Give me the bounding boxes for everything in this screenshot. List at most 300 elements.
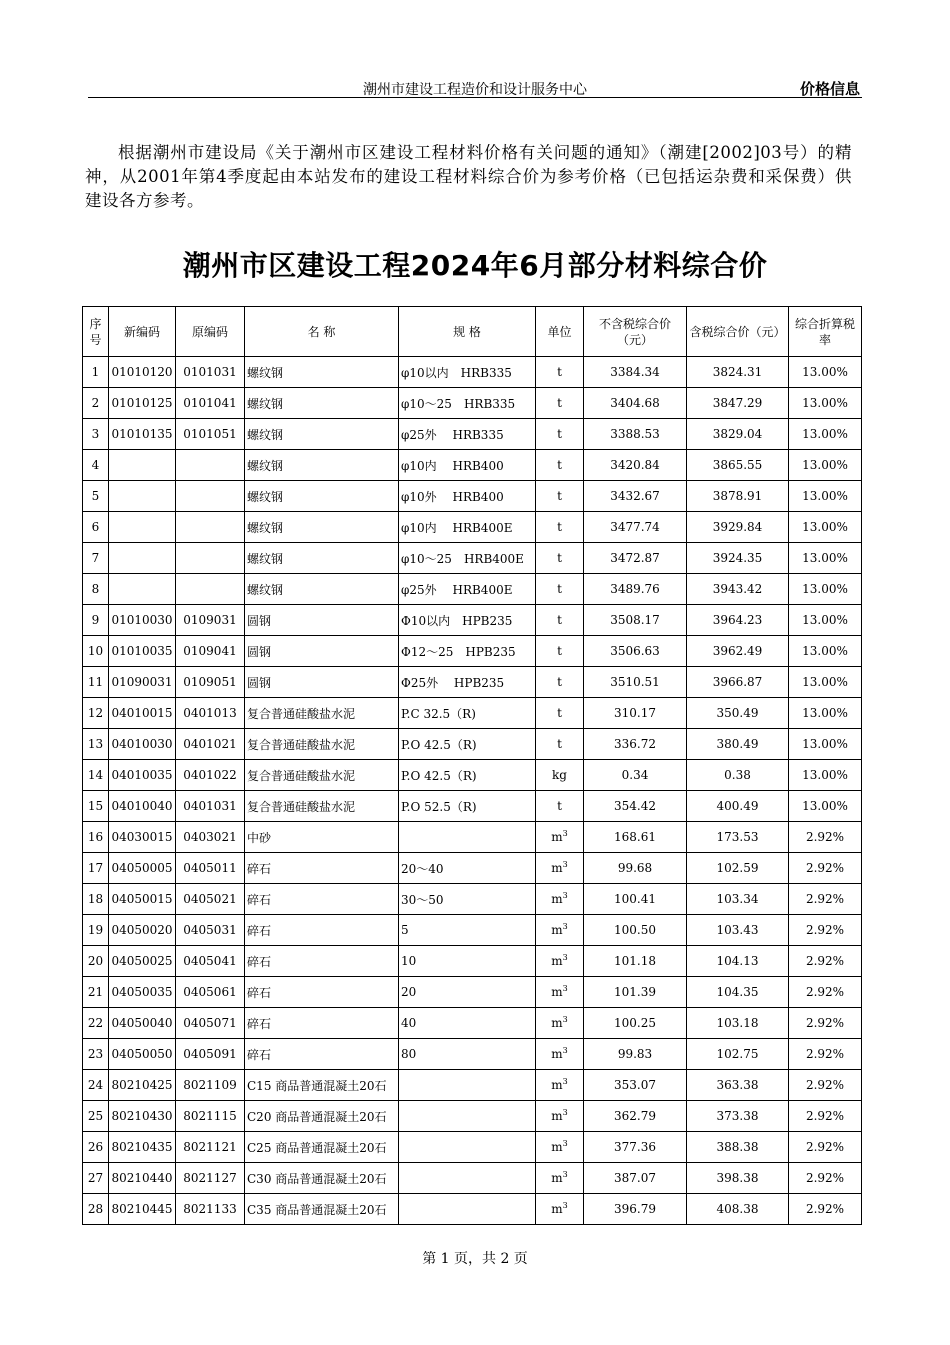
cell-unit <box>536 388 584 419</box>
cell-seq: 16 <box>83 822 109 853</box>
cell-seq: 14 <box>83 760 109 791</box>
cell-name: C35 商品普通混凝土20石 <box>245 1194 399 1225</box>
cell-price-ex-tax: 396.79 <box>584 1194 687 1225</box>
cell-spec: P.O 42.5（R) <box>399 729 536 760</box>
cell-seq: 23 <box>83 1039 109 1070</box>
cell-seq: 2 <box>83 388 109 419</box>
cell-old-code: 0405071 <box>176 1008 245 1039</box>
cell-old-code <box>176 543 245 574</box>
cell-new-code: 04010015 <box>109 698 176 729</box>
cell-price-inc-tax: 398.38 <box>687 1163 789 1194</box>
unit-text: t <box>557 582 562 596</box>
cell-price-inc-tax: 3966.87 <box>687 667 789 698</box>
unit-text: m <box>551 1047 563 1061</box>
table-row <box>83 1039 862 1070</box>
col-price-ex-tax-header: 不含税综合价（元） <box>584 307 687 357</box>
cell-old-code: 0101041 <box>176 388 245 419</box>
unit-text: t <box>557 427 562 441</box>
cell-seq: 12 <box>83 698 109 729</box>
cell-unit <box>536 760 584 791</box>
cell-old-code: 0401022 <box>176 760 245 791</box>
cell-seq: 24 <box>83 1070 109 1101</box>
cell-price-ex-tax: 3420.84 <box>584 450 687 481</box>
cell-tax-rate: 2.92% <box>789 822 862 853</box>
cell-price-inc-tax: 350.49 <box>687 698 789 729</box>
cell-spec <box>399 1070 536 1101</box>
cell-spec <box>399 822 536 853</box>
cell-price-ex-tax: 168.61 <box>584 822 687 853</box>
cell-spec: φ25外 HRB400E <box>399 574 536 605</box>
cell-price-inc-tax: 104.35 <box>687 977 789 1008</box>
unit-exponent: 3 <box>562 984 568 993</box>
cell-unit <box>536 667 584 698</box>
cell-new-code: 04050025 <box>109 946 176 977</box>
cell-new-code: 01090031 <box>109 667 176 698</box>
cell-seq: 20 <box>83 946 109 977</box>
cell-tax-rate: 2.92% <box>789 977 862 1008</box>
unit-text: m <box>551 892 563 906</box>
cell-price-inc-tax: 380.49 <box>687 729 789 760</box>
cell-new-code: 04050050 <box>109 1039 176 1070</box>
table-row <box>83 1101 862 1132</box>
cell-spec: φ10外 HRB400 <box>399 481 536 512</box>
cell-tax-rate: 13.00% <box>789 698 862 729</box>
cell-unit <box>536 1194 584 1225</box>
cell-seq: 3 <box>83 419 109 450</box>
cell-new-code <box>109 481 176 512</box>
cell-new-code: 04050005 <box>109 853 176 884</box>
cell-new-code <box>109 543 176 574</box>
cell-seq: 28 <box>83 1194 109 1225</box>
unit-text: t <box>557 396 562 410</box>
unit-text: t <box>557 799 562 813</box>
cell-spec: 30～50 <box>399 884 536 915</box>
cell-unit <box>536 1008 584 1039</box>
cell-tax-rate: 13.00% <box>789 729 862 760</box>
cell-seq: 6 <box>83 512 109 543</box>
cell-name: 复合普通硅酸盐水泥 <box>245 791 399 822</box>
unit-text: t <box>557 458 562 472</box>
col-price-inc-tax-header: 含税综合价（元） <box>687 307 789 357</box>
header-organization: 潮州市建设工程造价和设计服务中心 <box>363 82 587 98</box>
cell-old-code: 8021127 <box>176 1163 245 1194</box>
cell-seq: 13 <box>83 729 109 760</box>
table-row <box>83 698 862 729</box>
cell-seq: 17 <box>83 853 109 884</box>
unit-exponent: 3 <box>562 922 568 931</box>
col-name-header: 名 称 <box>245 307 399 357</box>
unit-text: m <box>551 830 563 844</box>
unit-text: t <box>557 489 562 503</box>
cell-tax-rate: 13.00% <box>789 357 862 388</box>
cell-price-inc-tax: 3943.42 <box>687 574 789 605</box>
table-row <box>83 760 862 791</box>
cell-unit <box>536 1132 584 1163</box>
unit-exponent: 3 <box>562 1015 568 1024</box>
table-row <box>83 357 862 388</box>
cell-tax-rate: 2.92% <box>789 1132 862 1163</box>
table-row <box>83 853 862 884</box>
cell-price-inc-tax: 102.59 <box>687 853 789 884</box>
cell-price-ex-tax: 3432.67 <box>584 481 687 512</box>
cell-name: 螺纹钢 <box>245 543 399 574</box>
cell-new-code: 04030015 <box>109 822 176 853</box>
cell-spec: P.O 52.5（R) <box>399 791 536 822</box>
cell-unit <box>536 822 584 853</box>
unit-exponent: 3 <box>562 1139 568 1148</box>
unit-text: m <box>551 1140 563 1154</box>
cell-new-code: 04050040 <box>109 1008 176 1039</box>
cell-unit <box>536 1070 584 1101</box>
cell-price-ex-tax: 362.79 <box>584 1101 687 1132</box>
cell-spec: P.C 32.5（R) <box>399 698 536 729</box>
cell-unit <box>536 946 584 977</box>
cell-seq: 15 <box>83 791 109 822</box>
cell-price-inc-tax: 0.38 <box>687 760 789 791</box>
cell-name: 碎石 <box>245 977 399 1008</box>
cell-seq: 21 <box>83 977 109 1008</box>
cell-old-code: 0405061 <box>176 977 245 1008</box>
cell-tax-rate: 13.00% <box>789 419 862 450</box>
cell-new-code: 80210445 <box>109 1194 176 1225</box>
cell-new-code <box>109 450 176 481</box>
unit-text: m <box>551 1202 563 1216</box>
cell-seq: 11 <box>83 667 109 698</box>
table-row <box>83 574 862 605</box>
unit-text: t <box>557 644 562 658</box>
unit-text: t <box>557 520 562 534</box>
cell-old-code: 0405031 <box>176 915 245 946</box>
table-row <box>83 512 862 543</box>
cell-new-code: 01010120 <box>109 357 176 388</box>
unit-exponent: 3 <box>562 1046 568 1055</box>
price-table <box>82 306 862 1225</box>
cell-price-inc-tax: 363.38 <box>687 1070 789 1101</box>
unit-exponent: 3 <box>562 1077 568 1086</box>
cell-new-code: 04050020 <box>109 915 176 946</box>
cell-name: 碎石 <box>245 915 399 946</box>
cell-price-ex-tax: 377.36 <box>584 1132 687 1163</box>
cell-name: 螺纹钢 <box>245 450 399 481</box>
table-row <box>83 822 862 853</box>
cell-old-code: 0401031 <box>176 791 245 822</box>
cell-unit <box>536 512 584 543</box>
cell-spec: Φ12～25 HPB235 <box>399 636 536 667</box>
cell-old-code: 0405091 <box>176 1039 245 1070</box>
cell-name: 碎石 <box>245 853 399 884</box>
col-seq-header: 序号 <box>83 307 109 357</box>
cell-name: 碎石 <box>245 946 399 977</box>
table-row <box>83 1008 862 1039</box>
cell-price-ex-tax: 3510.51 <box>584 667 687 698</box>
cell-name: 复合普通硅酸盐水泥 <box>245 729 399 760</box>
cell-seq: 8 <box>83 574 109 605</box>
cell-unit <box>536 1039 584 1070</box>
cell-unit <box>536 357 584 388</box>
cell-spec: 80 <box>399 1039 536 1070</box>
cell-old-code: 0109041 <box>176 636 245 667</box>
cell-price-ex-tax: 336.72 <box>584 729 687 760</box>
cell-price-ex-tax: 100.25 <box>584 1008 687 1039</box>
cell-spec: Φ25外 HPB235 <box>399 667 536 698</box>
unit-text: t <box>557 675 562 689</box>
cell-spec: 5 <box>399 915 536 946</box>
cell-new-code <box>109 512 176 543</box>
unit-text: m <box>551 1016 563 1030</box>
table-row <box>83 636 862 667</box>
unit-text: m <box>551 954 563 968</box>
cell-price-inc-tax: 3878.91 <box>687 481 789 512</box>
cell-price-inc-tax: 3929.84 <box>687 512 789 543</box>
cell-unit <box>536 698 584 729</box>
unit-text: m <box>551 1171 563 1185</box>
cell-tax-rate: 13.00% <box>789 512 862 543</box>
cell-new-code <box>109 574 176 605</box>
unit-text: t <box>557 613 562 627</box>
cell-new-code: 04050015 <box>109 884 176 915</box>
cell-price-ex-tax: 99.83 <box>584 1039 687 1070</box>
cell-price-ex-tax: 100.50 <box>584 915 687 946</box>
intro-paragraph: 根据潮州市建设局《关于潮州市区建设工程材料价格有关问题的通知》（潮建[2002]03号）的精神，从2001年第4季度起由本站发布的建设工程材料综合价为参考价格（已包括运杂费和采保费）供建设各方参考。 <box>85 143 852 210</box>
cell-new-code: 80210435 <box>109 1132 176 1163</box>
cell-new-code: 01010035 <box>109 636 176 667</box>
table-row <box>83 605 862 636</box>
unit-exponent: 3 <box>562 1108 568 1117</box>
cell-price-inc-tax: 173.53 <box>687 822 789 853</box>
cell-price-inc-tax: 400.49 <box>687 791 789 822</box>
table-row <box>83 388 862 419</box>
cell-price-ex-tax: 101.39 <box>584 977 687 1008</box>
cell-unit <box>536 543 584 574</box>
cell-spec: P.O 42.5（R) <box>399 760 536 791</box>
unit-exponent: 3 <box>562 891 568 900</box>
table-row <box>83 884 862 915</box>
cell-tax-rate: 13.00% <box>789 760 862 791</box>
cell-spec: Φ10以内 HPB235 <box>399 605 536 636</box>
page-footer: 第 1 页，共 2 页 <box>422 1251 528 1267</box>
cell-name: 碎石 <box>245 1008 399 1039</box>
cell-spec: 20 <box>399 977 536 1008</box>
table-row <box>83 915 862 946</box>
cell-old-code: 0403021 <box>176 822 245 853</box>
page-title: 潮州市区建设工程2024年6月部分材料综合价 <box>182 249 768 282</box>
cell-price-inc-tax: 3865.55 <box>687 450 789 481</box>
cell-spec <box>399 1132 536 1163</box>
cell-old-code: 0405011 <box>176 853 245 884</box>
cell-name: 复合普通硅酸盐水泥 <box>245 760 399 791</box>
cell-tax-rate: 13.00% <box>789 450 862 481</box>
cell-tax-rate: 2.92% <box>789 1163 862 1194</box>
cell-seq: 9 <box>83 605 109 636</box>
header-section-label: 价格信息 <box>799 80 860 98</box>
cell-tax-rate: 2.92% <box>789 1039 862 1070</box>
cell-old-code: 8021133 <box>176 1194 245 1225</box>
cell-name: 螺纹钢 <box>245 419 399 450</box>
cell-unit <box>536 605 584 636</box>
col-spec-header: 规 格 <box>399 307 536 357</box>
table-row <box>83 543 862 574</box>
cell-price-ex-tax: 99.68 <box>584 853 687 884</box>
cell-unit <box>536 977 584 1008</box>
cell-price-ex-tax: 3489.76 <box>584 574 687 605</box>
unit-text: m <box>551 1078 563 1092</box>
cell-spec: φ10～25 HRB400E <box>399 543 536 574</box>
cell-unit <box>536 729 584 760</box>
cell-old-code: 0101031 <box>176 357 245 388</box>
cell-new-code: 01010135 <box>109 419 176 450</box>
cell-price-ex-tax: 3388.53 <box>584 419 687 450</box>
col-unit-header: 单位 <box>536 307 584 357</box>
cell-unit <box>536 419 584 450</box>
cell-price-inc-tax: 103.18 <box>687 1008 789 1039</box>
cell-price-ex-tax: 354.42 <box>584 791 687 822</box>
cell-spec: φ10内 HRB400E <box>399 512 536 543</box>
cell-price-ex-tax: 387.07 <box>584 1163 687 1194</box>
cell-old-code: 0405021 <box>176 884 245 915</box>
cell-tax-rate: 13.00% <box>789 481 862 512</box>
col-old-code-header: 原编码 <box>176 307 245 357</box>
unit-exponent: 3 <box>562 1170 568 1179</box>
cell-name: 圆钢 <box>245 605 399 636</box>
cell-tax-rate: 13.00% <box>789 636 862 667</box>
cell-name: 中砂 <box>245 822 399 853</box>
cell-unit <box>536 915 584 946</box>
unit-exponent: 3 <box>562 953 568 962</box>
cell-price-inc-tax: 104.13 <box>687 946 789 977</box>
col-new-code-header: 新编码 <box>109 307 176 357</box>
cell-new-code: 04010035 <box>109 760 176 791</box>
cell-price-ex-tax: 101.18 <box>584 946 687 977</box>
cell-unit <box>536 574 584 605</box>
cell-seq: 19 <box>83 915 109 946</box>
table-row <box>83 667 862 698</box>
cell-unit <box>536 636 584 667</box>
cell-spec: φ10～25 HRB335 <box>399 388 536 419</box>
cell-price-ex-tax: 353.07 <box>584 1070 687 1101</box>
cell-unit <box>536 853 584 884</box>
unit-text: m <box>551 1109 563 1123</box>
cell-new-code: 01010030 <box>109 605 176 636</box>
cell-name: 螺纹钢 <box>245 574 399 605</box>
cell-name: C15 商品普通混凝土20石 <box>245 1070 399 1101</box>
cell-old-code <box>176 481 245 512</box>
cell-tax-rate: 2.92% <box>789 1070 862 1101</box>
cell-old-code: 0101051 <box>176 419 245 450</box>
cell-new-code: 01010125 <box>109 388 176 419</box>
cell-tax-rate: 2.92% <box>789 915 862 946</box>
table-row <box>83 946 862 977</box>
cell-price-inc-tax: 3962.49 <box>687 636 789 667</box>
table-row <box>83 791 862 822</box>
cell-tax-rate: 13.00% <box>789 791 862 822</box>
cell-tax-rate: 2.92% <box>789 1194 862 1225</box>
cell-price-inc-tax: 3824.31 <box>687 357 789 388</box>
cell-seq: 25 <box>83 1101 109 1132</box>
cell-price-inc-tax: 103.43 <box>687 915 789 946</box>
cell-name: C20 商品普通混凝土20石 <box>245 1101 399 1132</box>
table-row <box>83 1163 862 1194</box>
cell-price-ex-tax: 3508.17 <box>584 605 687 636</box>
cell-old-code: 8021121 <box>176 1132 245 1163</box>
cell-name: 复合普通硅酸盐水泥 <box>245 698 399 729</box>
cell-price-ex-tax: 3404.68 <box>584 388 687 419</box>
cell-price-inc-tax: 103.34 <box>687 884 789 915</box>
table-row <box>83 729 862 760</box>
table-row <box>83 1070 862 1101</box>
cell-unit <box>536 1163 584 1194</box>
cell-tax-rate: 2.92% <box>789 884 862 915</box>
unit-text: kg <box>552 768 567 782</box>
cell-name: 螺纹钢 <box>245 388 399 419</box>
cell-price-ex-tax: 3472.87 <box>584 543 687 574</box>
table-row <box>83 481 862 512</box>
page-header <box>88 78 862 98</box>
cell-seq: 5 <box>83 481 109 512</box>
cell-unit <box>536 884 584 915</box>
cell-old-code: 8021109 <box>176 1070 245 1101</box>
cell-price-inc-tax: 3924.35 <box>687 543 789 574</box>
cell-price-inc-tax: 3847.29 <box>687 388 789 419</box>
table-row <box>83 450 862 481</box>
cell-old-code: 0109031 <box>176 605 245 636</box>
cell-spec <box>399 1101 536 1132</box>
cell-tax-rate: 2.92% <box>789 853 862 884</box>
cell-tax-rate: 2.92% <box>789 1101 862 1132</box>
table-row <box>83 419 862 450</box>
cell-seq: 22 <box>83 1008 109 1039</box>
cell-price-ex-tax: 310.17 <box>584 698 687 729</box>
cell-price-inc-tax: 388.38 <box>687 1132 789 1163</box>
unit-exponent: 3 <box>562 860 568 869</box>
unit-text: m <box>551 861 563 875</box>
cell-spec: φ25外 HRB335 <box>399 419 536 450</box>
cell-seq: 10 <box>83 636 109 667</box>
cell-old-code: 8021115 <box>176 1101 245 1132</box>
cell-name: 螺纹钢 <box>245 512 399 543</box>
cell-tax-rate: 13.00% <box>789 667 862 698</box>
cell-seq: 27 <box>83 1163 109 1194</box>
cell-seq: 18 <box>83 884 109 915</box>
unit-exponent: 3 <box>562 829 568 838</box>
unit-text: m <box>551 985 563 999</box>
cell-price-inc-tax: 102.75 <box>687 1039 789 1070</box>
cell-spec <box>399 1163 536 1194</box>
unit-text: t <box>557 551 562 565</box>
cell-name: C25 商品普通混凝土20石 <box>245 1132 399 1163</box>
cell-old-code: 0401021 <box>176 729 245 760</box>
cell-spec: 20～40 <box>399 853 536 884</box>
cell-spec: 40 <box>399 1008 536 1039</box>
cell-name: 碎石 <box>245 884 399 915</box>
unit-text: t <box>557 365 562 379</box>
cell-name: 圆钢 <box>245 667 399 698</box>
unit-text: t <box>557 706 562 720</box>
cell-new-code: 04010030 <box>109 729 176 760</box>
cell-name: C30 商品普通混凝土20石 <box>245 1163 399 1194</box>
cell-price-inc-tax: 373.38 <box>687 1101 789 1132</box>
cell-seq: 1 <box>83 357 109 388</box>
cell-spec <box>399 1194 536 1225</box>
cell-price-ex-tax: 3506.63 <box>584 636 687 667</box>
cell-new-code: 80210425 <box>109 1070 176 1101</box>
cell-spec: φ10以内 HRB335 <box>399 357 536 388</box>
cell-unit <box>536 450 584 481</box>
cell-old-code <box>176 574 245 605</box>
unit-text: t <box>557 737 562 751</box>
cell-unit <box>536 791 584 822</box>
cell-price-ex-tax: 3384.34 <box>584 357 687 388</box>
unit-text: m <box>551 923 563 937</box>
